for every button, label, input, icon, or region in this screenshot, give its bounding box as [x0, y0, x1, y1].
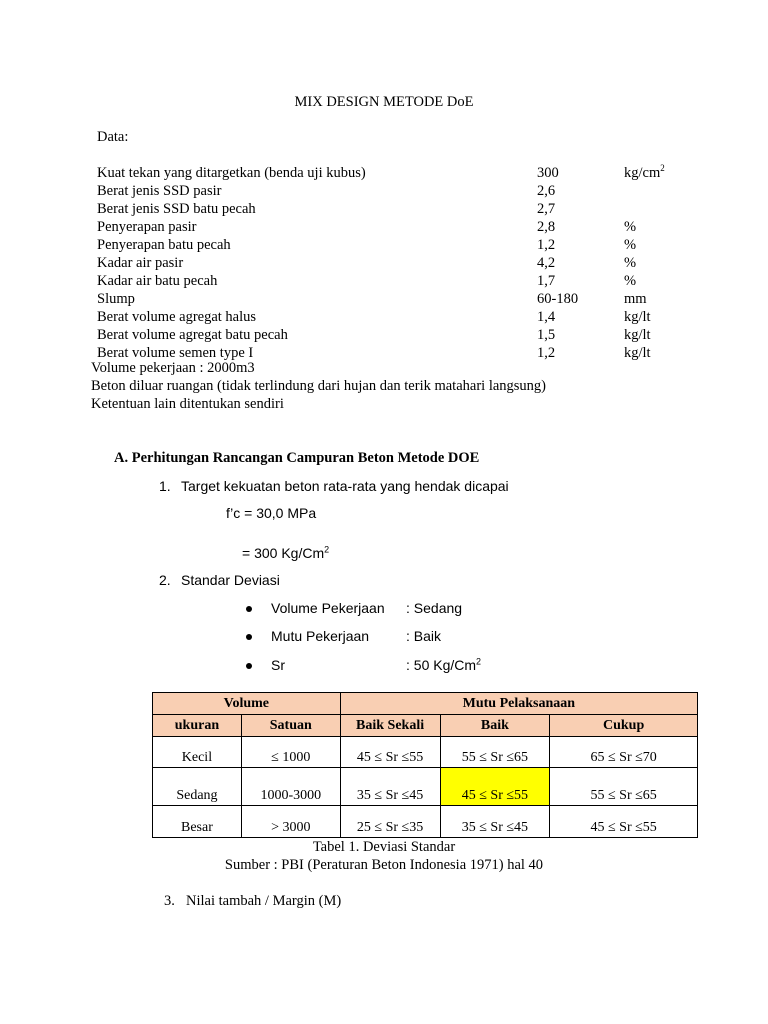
data-row — [0, 309, 768, 327]
data-row — [0, 327, 768, 345]
data-row-unit — [624, 273, 636, 290]
data-row-unit — [624, 345, 651, 362]
fc-kgcm: = 300 Kg/Cm$^2$ — [242, 544, 330, 561]
item3-text: Nilai tambah / Margin (M) — [186, 893, 342, 909]
table-cell: ≤ 1000 — [241, 737, 340, 768]
data-row-unit — [624, 237, 636, 254]
header-mutu-pelaksanaan: Mutu Pelaksanaan — [340, 693, 697, 715]
table-cell: 45 ≤ Sr ≤55 — [550, 806, 698, 838]
bullet-dot — [246, 663, 252, 669]
table-cell: 35 ≤ Sr ≤45 — [440, 806, 550, 838]
data-row-label: Berat volume agregat halus — [97, 309, 257, 325]
header-cukup: Cukup — [550, 715, 698, 737]
data-row — [0, 183, 768, 201]
table-cell: Kecil — [153, 737, 242, 768]
fc-value: f’c = 30,0 MPa — [226, 505, 317, 521]
data-row — [0, 255, 768, 273]
unit-superscript: 2 — [660, 163, 665, 174]
item3-number: 3. — [164, 893, 175, 909]
table-cell: 1000-3000 — [241, 768, 340, 806]
document-title: MIX DESIGN METODE DoE — [294, 94, 474, 110]
item2-number: 2. — [159, 572, 171, 588]
table-caption: Tabel 1. Deviasi Standar — [312, 839, 456, 855]
data-row-label: Berat jenis SSD pasir — [97, 183, 222, 199]
data-row-value: 2,8 — [537, 219, 556, 235]
data-row-unit — [624, 219, 636, 236]
bullet-dot — [246, 634, 252, 640]
data-row-value: 4,2 — [537, 255, 556, 271]
data-row-unit — [624, 309, 651, 326]
standard-deviation-table — [152, 692, 698, 838]
unit-text: kg/cm — [624, 165, 661, 181]
data-row-unit — [624, 291, 647, 308]
bullet-sr-label: Sr — [271, 657, 285, 673]
table-cell: Sedang — [153, 768, 242, 806]
data-row-value: 1,5 — [537, 327, 556, 343]
data-row-label: Berat jenis SSD batu pecah — [97, 201, 256, 217]
data-label: Data: — [97, 129, 129, 145]
unit-text: % — [624, 273, 637, 289]
note-volume: Volume pekerjaan : 2000m3 — [91, 360, 255, 376]
item2-text: Standar Deviasi — [181, 572, 280, 588]
item1-text: Target kekuatan beton rata-rata yang hendak dicapai — [181, 478, 509, 494]
table-cell: 25 ≤ Sr ≤35 — [340, 806, 440, 838]
data-row — [0, 201, 768, 219]
table-cell: 55 ≤ Sr ≤65 — [550, 768, 698, 806]
header-ukuran: ukuran — [153, 715, 242, 737]
table-cell: Besar — [153, 806, 242, 838]
unit-text: kg/lt — [624, 327, 651, 343]
data-row-value: 300 — [537, 165, 559, 181]
header-satuan: Satuan — [241, 715, 340, 737]
table-cell: 35 ≤ Sr ≤45 — [340, 768, 440, 806]
bullet-dot — [246, 606, 252, 612]
data-row — [0, 237, 768, 255]
data-row-label: Penyerapan pasir — [97, 219, 197, 235]
table-cell: 65 ≤ Sr ≤70 — [550, 737, 698, 768]
bullet-sr-value: : 50 Kg/Cm$^2$ — [406, 656, 482, 673]
unit-text: kg/lt — [624, 345, 651, 361]
data-row-unit — [624, 255, 636, 272]
table-group-header-row — [153, 693, 698, 715]
table-cell: > 3000 — [241, 806, 340, 838]
bullet-mutu-label: Mutu Pekerjaan — [271, 628, 370, 644]
data-row-value: 2,7 — [537, 201, 556, 217]
data-row-value: 1,2 — [537, 237, 556, 253]
data-row-value: 60-180 — [537, 291, 579, 307]
header-volume: Volume — [153, 693, 341, 715]
data-row-value: 1,2 — [537, 345, 556, 361]
bullet-mutu-value: : Baik — [406, 628, 442, 644]
table-source: Sumber : PBI (Peraturan Beton Indonesia 1971) hal 40 — [224, 857, 544, 873]
table-row — [153, 737, 698, 768]
data-row — [0, 273, 768, 291]
unit-text: % — [624, 255, 637, 271]
data-row-value: 1,7 — [537, 273, 556, 289]
data-row — [0, 165, 768, 183]
header-baik-sekali: Baik Sekali — [340, 715, 440, 737]
section-a-heading: A. Perhitungan Rancangan Campuran Beton Metode DOE — [114, 450, 480, 466]
table-cell: 45 ≤ Sr ≤55 — [340, 737, 440, 768]
data-row-value: 2,6 — [537, 183, 556, 199]
unit-text: % — [624, 219, 637, 235]
data-row-label: Kuat tekan yang ditargetkan (benda uji kubus) — [97, 165, 366, 181]
item1-number: 1. — [159, 478, 171, 494]
data-row-unit — [624, 165, 665, 182]
data-row-label: Kadar air batu pecah — [97, 273, 218, 289]
data-row-label: Penyerapan batu pecah — [97, 237, 231, 253]
data-row-label: Kadar air pasir — [97, 255, 184, 271]
data-row-label: Berat volume semen type I — [97, 345, 254, 361]
bullet-volume-label: Volume Pekerjaan — [271, 600, 385, 616]
data-row-value: 1,4 — [537, 309, 556, 325]
unit-text: % — [624, 237, 637, 253]
note-exposure: Beton diluar ruangan (tidak terlindung dari hujan dan terik matahari langsung) — [91, 378, 547, 394]
note-other: Ketentuan lain ditentukan sendiri — [91, 396, 284, 412]
table-cell: 55 ≤ Sr ≤65 — [440, 737, 550, 768]
table-row — [153, 806, 698, 838]
unit-text: kg/lt — [624, 309, 651, 325]
header-baik: Baik — [440, 715, 550, 737]
table-row — [153, 768, 698, 806]
highlighted-cell: 45 ≤ Sr ≤55 — [440, 768, 550, 806]
data-row-label: Berat volume agregat batu pecah — [97, 327, 288, 343]
data-row — [0, 291, 768, 309]
unit-text: mm — [624, 291, 647, 307]
data-row-label: Slump — [97, 291, 135, 307]
data-row-unit — [624, 327, 651, 344]
data-row — [0, 219, 768, 237]
bullet-volume-value: : Sedang — [406, 600, 463, 616]
table-sub-header-row — [153, 715, 698, 737]
